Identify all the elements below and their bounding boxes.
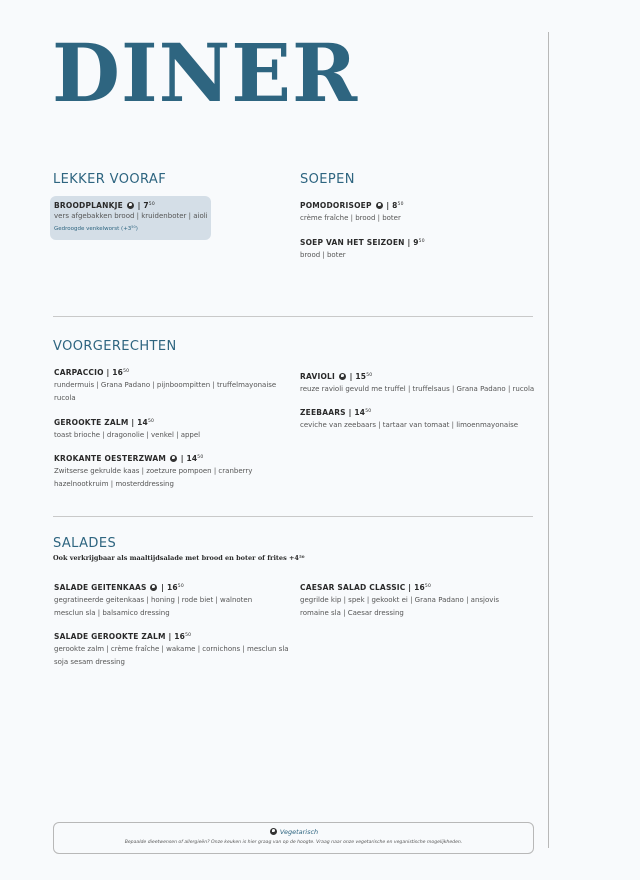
item-description: gegratineerde geitenkaas | honing | rode biet | walnoten mesclun sla | balsamico dressing	[54, 596, 253, 617]
section-title-voorgerechten: VOORGERECHTEN	[53, 339, 177, 354]
item-description: reuze ravioli gevuld me truffel | truffelsaus | Grana Padano | rucola	[300, 385, 535, 393]
item-price: 8	[392, 201, 398, 210]
menu-title: DINER	[52, 26, 359, 120]
menu-item-broodplankje: BROODPLANKJE | $7^{50}$ vers afgebakken brood | kruidenboter | aioli Gedroogde venkelworst $(+3^{50})$	[54, 199, 289, 235]
vegetarian-icon	[339, 373, 346, 380]
menu-item-carpaccio: CARPACCIO | $16^{50}$ rundermuis | Grana Padano | pijnboompitten | truffelmayonaise rucola	[54, 366, 289, 405]
item-price: 9	[413, 238, 419, 247]
vegetarian-icon	[150, 584, 157, 591]
item-price: 16	[414, 583, 425, 592]
item-price: 14	[186, 454, 198, 463]
salades-note: Ook verkrijgbaar als maaltijdsalade met brood en boter of frites $+4^{50}$	[53, 554, 305, 562]
menu-item-ravioli: RAVIOLI | $15^{50}$ reuze ravioli gevuld me truffel | truffelsaus | Grana Padano | rucola	[300, 370, 545, 396]
menu-item-caesar-salad-classic: CAESAR SALAD CLASSIC | $16^{50}$ gegrilde kip | spek | gekookt ei | Grana Padano | ansjovis romaine sla | Caesar dressing	[300, 581, 545, 620]
item-price: 16	[174, 632, 186, 641]
item-name: CARPACCIO	[54, 368, 104, 377]
item-description: brood | boter	[300, 251, 346, 259]
item-description: vers afgebakken brood | kruidenboter | aioli	[54, 212, 208, 220]
menu-item-salade-gerookte-zalm: SALADE GEROOKTE ZALM | $16^{50}$ gerookte zalm | crème fraîche | wakame | cornichons | mesclun sla soja sesam dressing	[54, 630, 289, 669]
item-description: rundermuis | Grana Padano | pijnboompitten | truffelmayonaise rucola	[54, 381, 277, 402]
menu-item-soep-van-het-seizoen: SOEP VAN HET SEIZOEN | $9^{50}$ brood | boter	[300, 236, 535, 262]
item-price: 16	[166, 583, 178, 592]
item-extra-option: Gedroogde venkelworst $(+3^{50})$	[54, 225, 138, 232]
item-description: gerookte zalm | crème fraîche | wakame | cornichons | mesclun sla soja sesam dressing	[54, 645, 289, 666]
section-title-salades: SALADES	[53, 536, 117, 551]
menu-item-salade-geitenkaas: SALADE GEITENKAAS | $16^{50}$ gegratineerde geitenkaas | honing | rode biet | walnoten mesclun sla | balsamico dressing	[54, 581, 289, 620]
section-title-soepen: SOEPEN	[300, 172, 355, 187]
item-price: 14	[137, 418, 148, 427]
item-description: ceviche van zeebaars | tartaar van tomaat | limoenmayonaise	[300, 421, 519, 429]
menu-item-gerookte-zalm: GEROOKTE ZALM | $14^{50}$ toast brioche | dragonolie | venkel | appel	[54, 416, 289, 442]
item-price: 7	[143, 201, 149, 210]
vegetarian-icon	[270, 828, 277, 835]
item-description: Zwitserse gekrulde kaas | zoetzure pompoen | cranberry hazelnootkruim | mosterddressing	[54, 467, 253, 488]
section-divider	[53, 316, 533, 317]
item-name: POMODORISOEP	[300, 201, 372, 210]
item-name: CAESAR SALAD CLASSIC	[300, 583, 406, 592]
item-description: gegrilde kip | spek | gekookt ei | Grana Padano | ansjovis romaine sla | Caesar dressing	[300, 596, 499, 617]
menu-item-zeebaars: ZEEBAARS | $14^{50}$ ceviche van zeebaars | tartaar van tomaat | limoenmayonaise	[300, 406, 545, 432]
item-name: BROODPLANKJE	[54, 201, 123, 210]
item-description: toast brioche | dragonolie | venkel | appel	[54, 431, 201, 439]
item-name: SALADE GEITENKAAS	[54, 583, 147, 592]
item-price: 16	[112, 368, 124, 377]
item-name: RAVIOLI	[300, 372, 336, 381]
section-title-lekker-vooraf: LEKKER VOORAF	[53, 172, 167, 187]
footer-legend-box	[53, 822, 534, 854]
item-description: crème fraîche | brood | boter	[300, 214, 401, 222]
vegetarian-icon	[127, 202, 134, 209]
section-divider	[53, 516, 533, 517]
item-name: ZEEBAARS	[300, 408, 346, 417]
vegetarian-legend: Vegetarisch	[54, 828, 533, 837]
item-name: KROKANTE OESTERZWAM	[54, 454, 167, 463]
item-name: SALADE GEROOKTE ZALM	[54, 632, 166, 641]
dietary-note: Bepaalde dieetwensen of allergieën? Onze keuken is hier graag van op de hoogte. Vraag naar onze vegetarische en veganistische mogelijkheden.	[124, 840, 463, 845]
menu-item-krokante-oesterzwam: KROKANTE OESTERZWAM | $14^{50}$ Zwitserse gekrulde kaas | zoetzure pompoen | cranberry hazelnootkruim | mosterddressing	[54, 452, 289, 491]
menu-item-pomodorisoep: POMODORISOEP | $8^{50}$ crème fraîche | brood | boter	[300, 199, 535, 225]
vegetarian-icon	[170, 455, 177, 462]
item-price: 14	[354, 408, 366, 417]
item-name: SOEP VAN HET SEIZOEN	[300, 238, 405, 247]
item-name: GEROOKTE ZALM	[54, 418, 129, 427]
item-price: 15	[355, 372, 367, 381]
vertical-divider	[548, 32, 549, 848]
vegetarian-icon	[376, 202, 383, 209]
